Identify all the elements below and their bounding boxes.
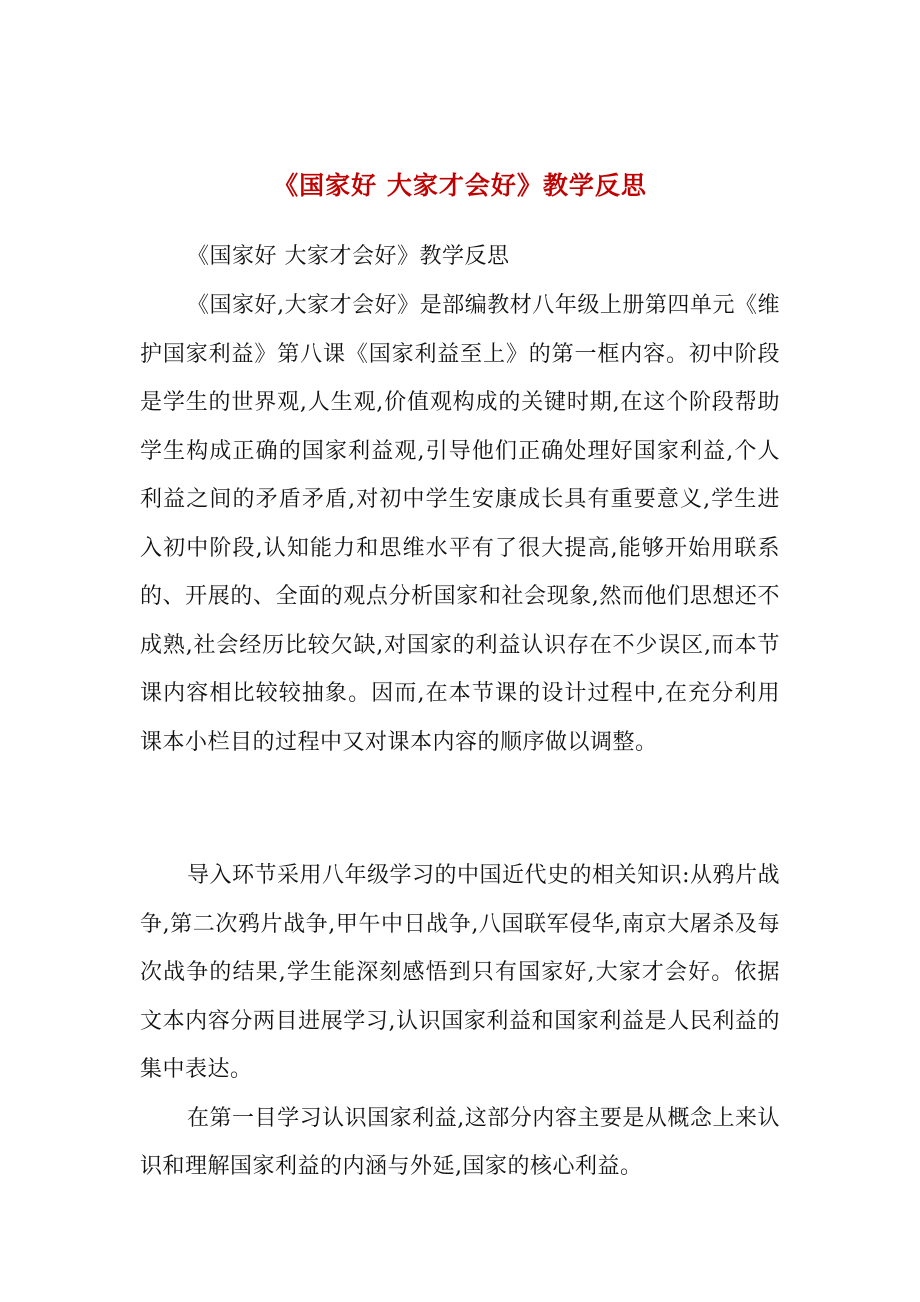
paragraph-intro: 《国家好,大家才会好》是部编教材八年级上册第四单元《维护国家利益》第八课《国家利益至上》的第一框内容。初中阶段是学生的世界观,人生观,价值观构成的关键时期,在这个阶段帮助学生构成正确的国家利益观,引导他们正确处理好国家利益,个人利益之间的矛盾矛盾,对初中学生安康成长具有重要意义,学生进入初中阶段,认知能力和思维水平有了很大提高,能够开始用联系的、开展的、全面的观点分析国家和社会现象,然而他们思想还不成熟,社会经历比较欠缺,对国家的利益认识存在不少误区,而本节课内容相比较较抽象。因而,在本节课的设计过程中,在充分利用课本小栏目的过程中又对课本内容的顺序做以调整。 [140, 293, 780, 755]
document-title: 《国家好 大家才会好》教学反思 [273, 171, 647, 200]
paragraph-block-1 [140, 282, 780, 767]
paragraph-introduction-session: 导入环节采用八年级学习的中国近代史的相关知识:从鸦片战争,第二次鸦片战争,甲午中日战争,八国联军侵华,南京大屠杀及每次战争的结果,学生能深刻感悟到只有国家好,大家才会好。依据文本内容分两目进展学习,认识国家利益和国家利益是人民利益的集中表达。 [140, 863, 780, 1082]
document-subtitle: 《国家好 大家才会好》教学反思 [187, 244, 510, 269]
paragraph-first-section: 在第一目学习认识国家利益,这部分内容主要是从概念上来认识和理解国家利益的内涵与外延,国家的核心利益。 [140, 1105, 780, 1179]
paragraph-block-2 [140, 852, 780, 1192]
